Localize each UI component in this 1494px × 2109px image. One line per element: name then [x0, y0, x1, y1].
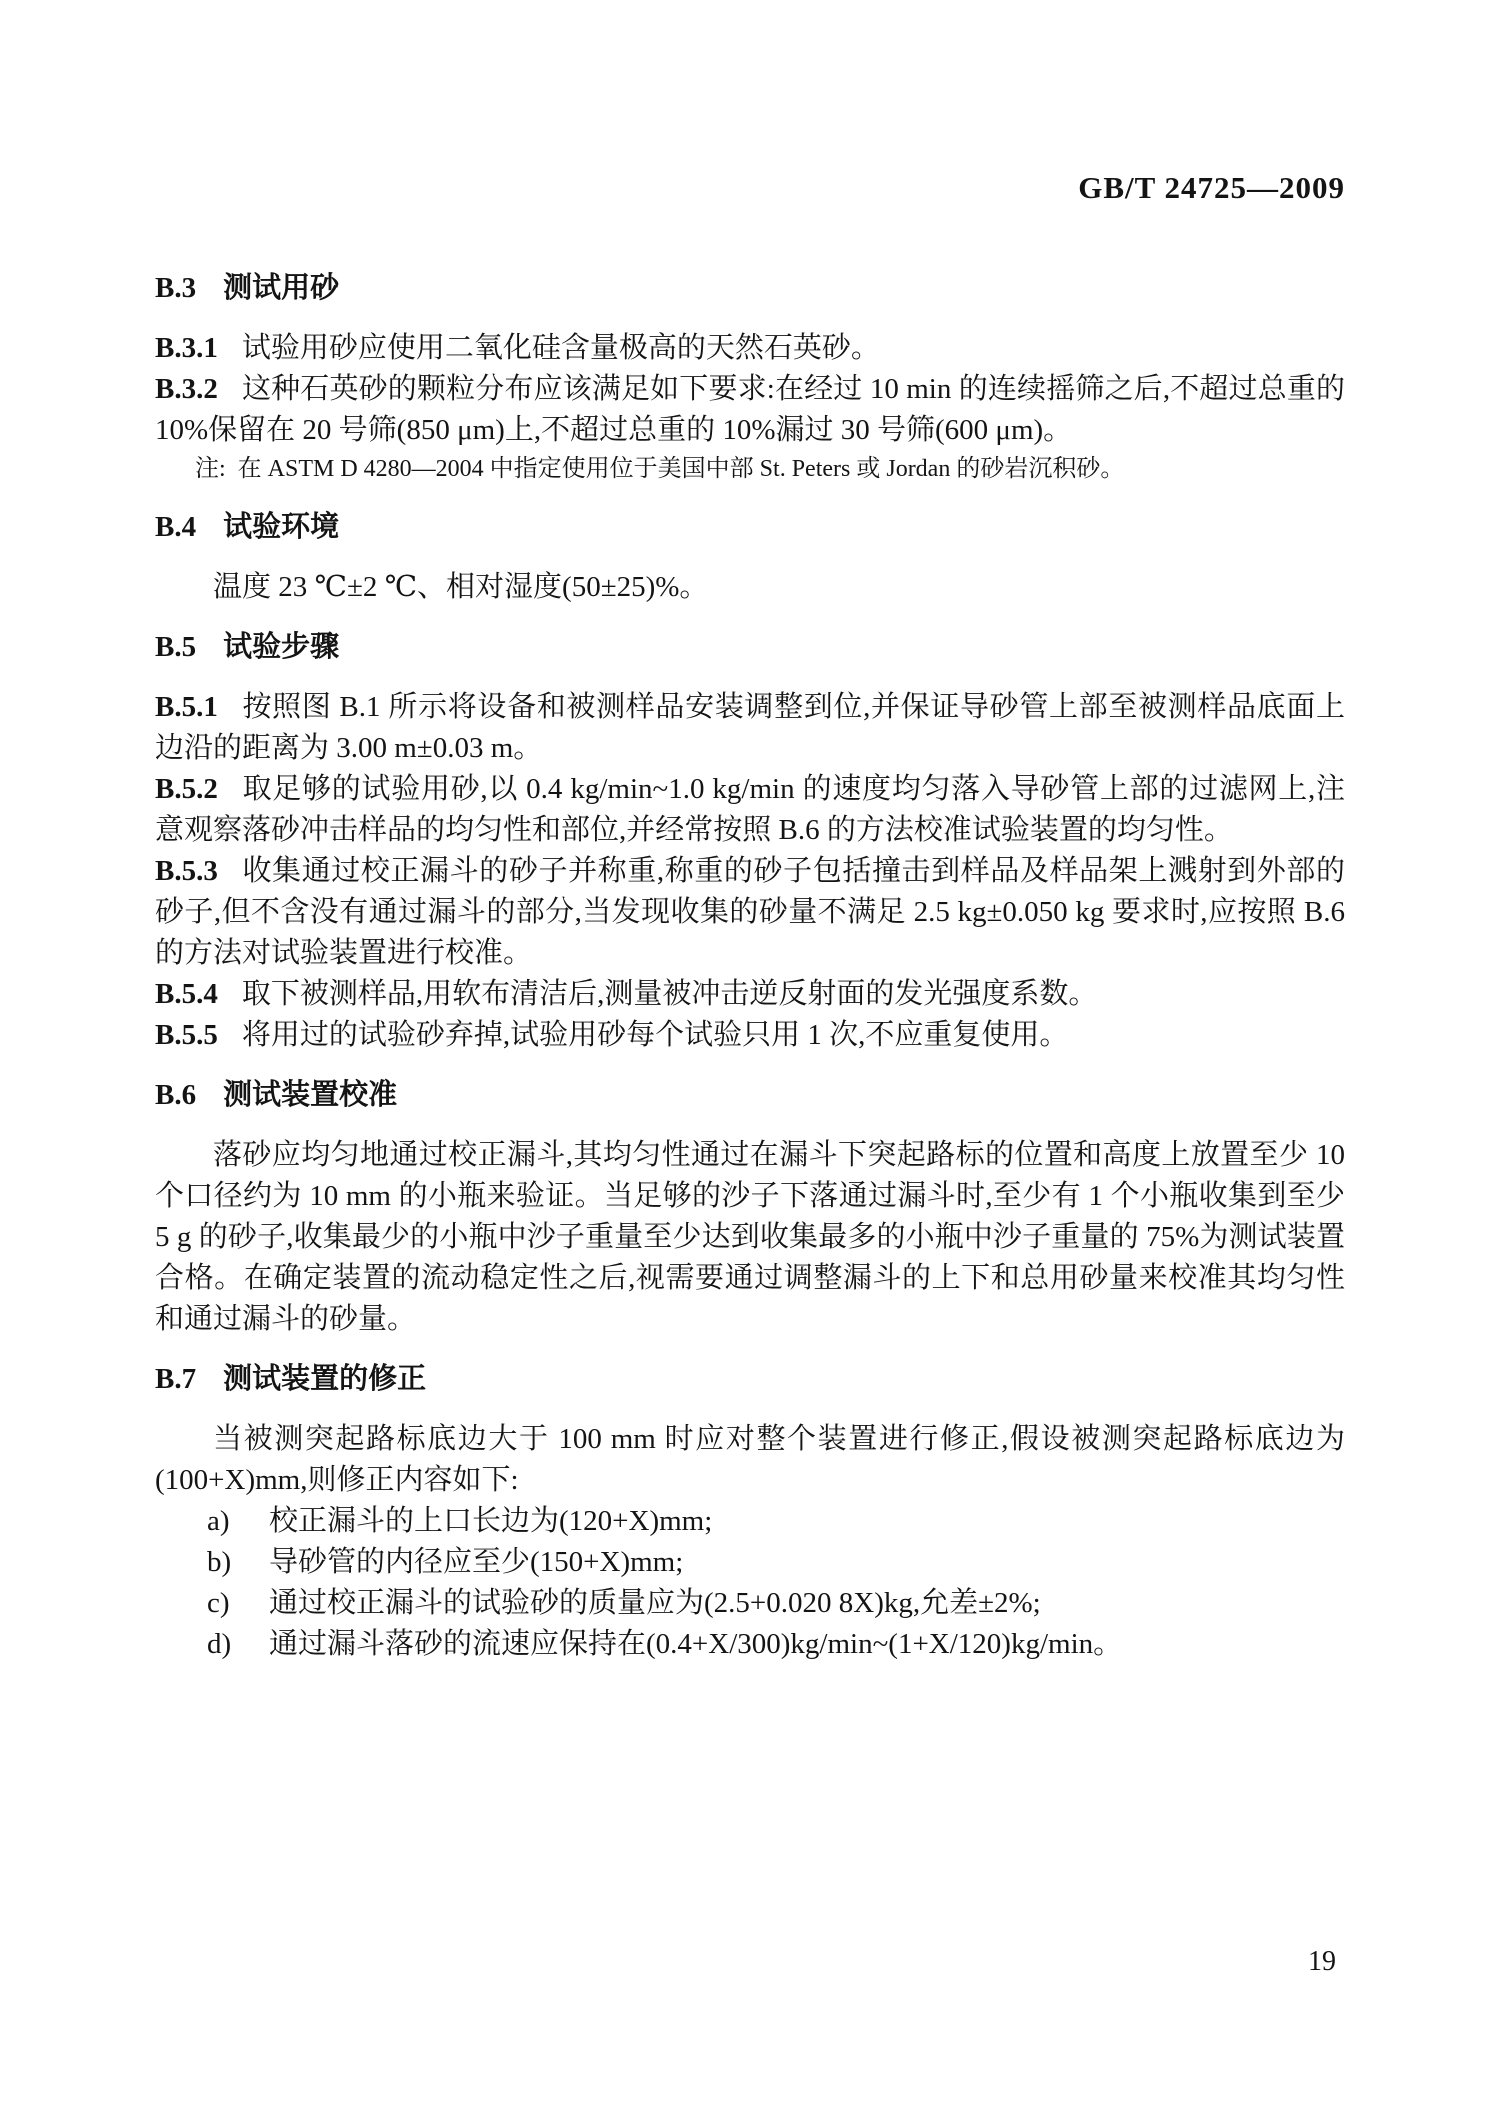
list-item-text: 校正漏斗的上口长边为(120+X)mm;	[269, 1505, 713, 1537]
clause-b5-1	[155, 687, 1345, 769]
clause-number: B.6	[155, 1079, 197, 1111]
clause-b3-2	[155, 369, 1345, 451]
clause-title: 试验环境	[223, 511, 340, 543]
note-b3	[155, 451, 1345, 488]
note-text: 在 ASTM D 4280—2004 中指定使用位于美国中部 St. Peters 或 Jordan 的砂岩沉积砂。	[237, 456, 1125, 482]
subclause-number: B.5.3	[155, 855, 218, 887]
clause-b5-5	[155, 1015, 1345, 1056]
clause-number: B.5	[155, 631, 197, 663]
doc-number: GB/T 24725—2009	[1078, 170, 1345, 205]
list-item-label: a)	[207, 1505, 230, 1537]
clause-heading-b7	[155, 1359, 1345, 1400]
clause-b7-intro	[155, 1419, 1345, 1501]
subclause-number: B.5.4	[155, 978, 218, 1010]
clause-title: 测试装置校准	[223, 1079, 398, 1111]
subclause-text: 试验用砂应使用二氧化硅含量极高的天然石英砂。	[241, 332, 880, 364]
list-item-label: b)	[207, 1546, 232, 1578]
clause-b6-body	[155, 1135, 1345, 1340]
list-item-text: 导砂管的内径应至少(150+X)mm;	[269, 1546, 684, 1578]
clause-b4-body	[155, 567, 1345, 608]
clause-number: B.4	[155, 511, 197, 543]
note-label: 注:	[195, 456, 226, 482]
clause-number: B.7	[155, 1363, 197, 1395]
paragraph-text: 当被测突起路标底边大于 100 mm 时应对整个装置进行修正,假设被测突起路标底边为(100+X)mm,则修正内容如下:	[155, 1423, 1345, 1496]
subclause-text: 这种石英砂的颗粒分布应该满足如下要求:在经过 10 min 的连续摇筛之后,不超过总重的 10%保留在 20 号筛(850 μm)上,不超过总重的 10%漏过 30 号筛(600 μm)。	[155, 373, 1345, 446]
list-item-d	[155, 1624, 1345, 1665]
subclause-number: B.5.1	[155, 691, 218, 723]
subclause-number: B.5.5	[155, 1019, 218, 1051]
clause-b5-4	[155, 974, 1345, 1015]
subclause-text: 取足够的试验用砂,以 0.4 kg/min~1.0 kg/min 的速度均匀落入导砂管上部的过滤网上,注意观察落砂冲击样品的均匀性和部位,并经常按照 B.6 的方法校准试验装置的均匀性。	[155, 773, 1345, 846]
clause-b5-3	[155, 851, 1345, 974]
list-item-b	[155, 1542, 1345, 1583]
clause-heading-b6	[155, 1075, 1345, 1116]
list-item-text: 通过漏斗落砂的流速应保持在(0.4+X/300)kg/min~(1+X/120)kg/min。	[269, 1628, 1123, 1660]
subclause-text: 取下被测样品,用软布清洁后,测量被冲击逆反射面的发光强度系数。	[241, 978, 1098, 1010]
clause-title: 测试装置的修正	[223, 1363, 427, 1395]
subclause-text: 按照图 B.1 所示将设备和被测样品安装调整到位,并保证导砂管上部至被测样品底面上边沿的距离为 3.00 m±0.03 m。	[155, 691, 1345, 764]
list-item-c	[155, 1583, 1345, 1624]
clause-b3-1	[155, 328, 1345, 369]
list-item-a	[155, 1501, 1345, 1542]
list-item-label: c)	[207, 1587, 230, 1619]
subclause-number: B.3.1	[155, 332, 218, 364]
clause-heading-b3	[155, 268, 1345, 309]
paragraph-text: 温度 23 ℃±2 ℃、相对湿度(50±25)%。	[213, 571, 709, 603]
clause-b5-2	[155, 769, 1345, 851]
subclause-text: 收集通过校正漏斗的砂子并称重,称重的砂子包括撞击到样品及样品架上溅射到外部的砂子,但不含没有通过漏斗的部分,当发现收集的砂量不满足 2.5 kg±0.050 kg 要求时,应按照 B.6 的方法对试验装置进行校准。	[155, 855, 1345, 969]
clause-heading-b5	[155, 627, 1345, 668]
clause-heading-b4	[155, 507, 1345, 548]
page-number: 19	[1308, 1946, 1336, 1977]
paragraph-text: 落砂应均匀地通过校正漏斗,其均匀性通过在漏斗下突起路标的位置和高度上放置至少 10 个口径约为 10 mm 的小瓶来验证。当足够的沙子下落通过漏斗时,至少有 1 个小瓶收集到至少 5 g 的砂子,收集最少的小瓶中沙子重量至少达到收集最多的小瓶中沙子重量的 75%为测试装置合格。在确定装置的流动稳定性之后,视需要通过调整漏斗的上下和总用砂量来校准其均匀性和通过漏斗的砂量。	[155, 1139, 1345, 1335]
clause-title: 测试用砂	[223, 272, 340, 304]
subclause-text: 将用过的试验砂弃掉,试验用砂每个试验只用 1 次,不应重复使用。	[241, 1019, 1069, 1051]
clause-number: B.3	[155, 272, 197, 304]
subclause-number: B.5.2	[155, 773, 218, 805]
clause-title: 试验步骤	[223, 631, 340, 663]
list-item-text: 通过校正漏斗的试验砂的质量应为(2.5+0.020 8X)kg,允差±2%;	[269, 1587, 1041, 1619]
list-item-label: d)	[207, 1628, 232, 1660]
subclause-number: B.3.2	[155, 373, 218, 405]
